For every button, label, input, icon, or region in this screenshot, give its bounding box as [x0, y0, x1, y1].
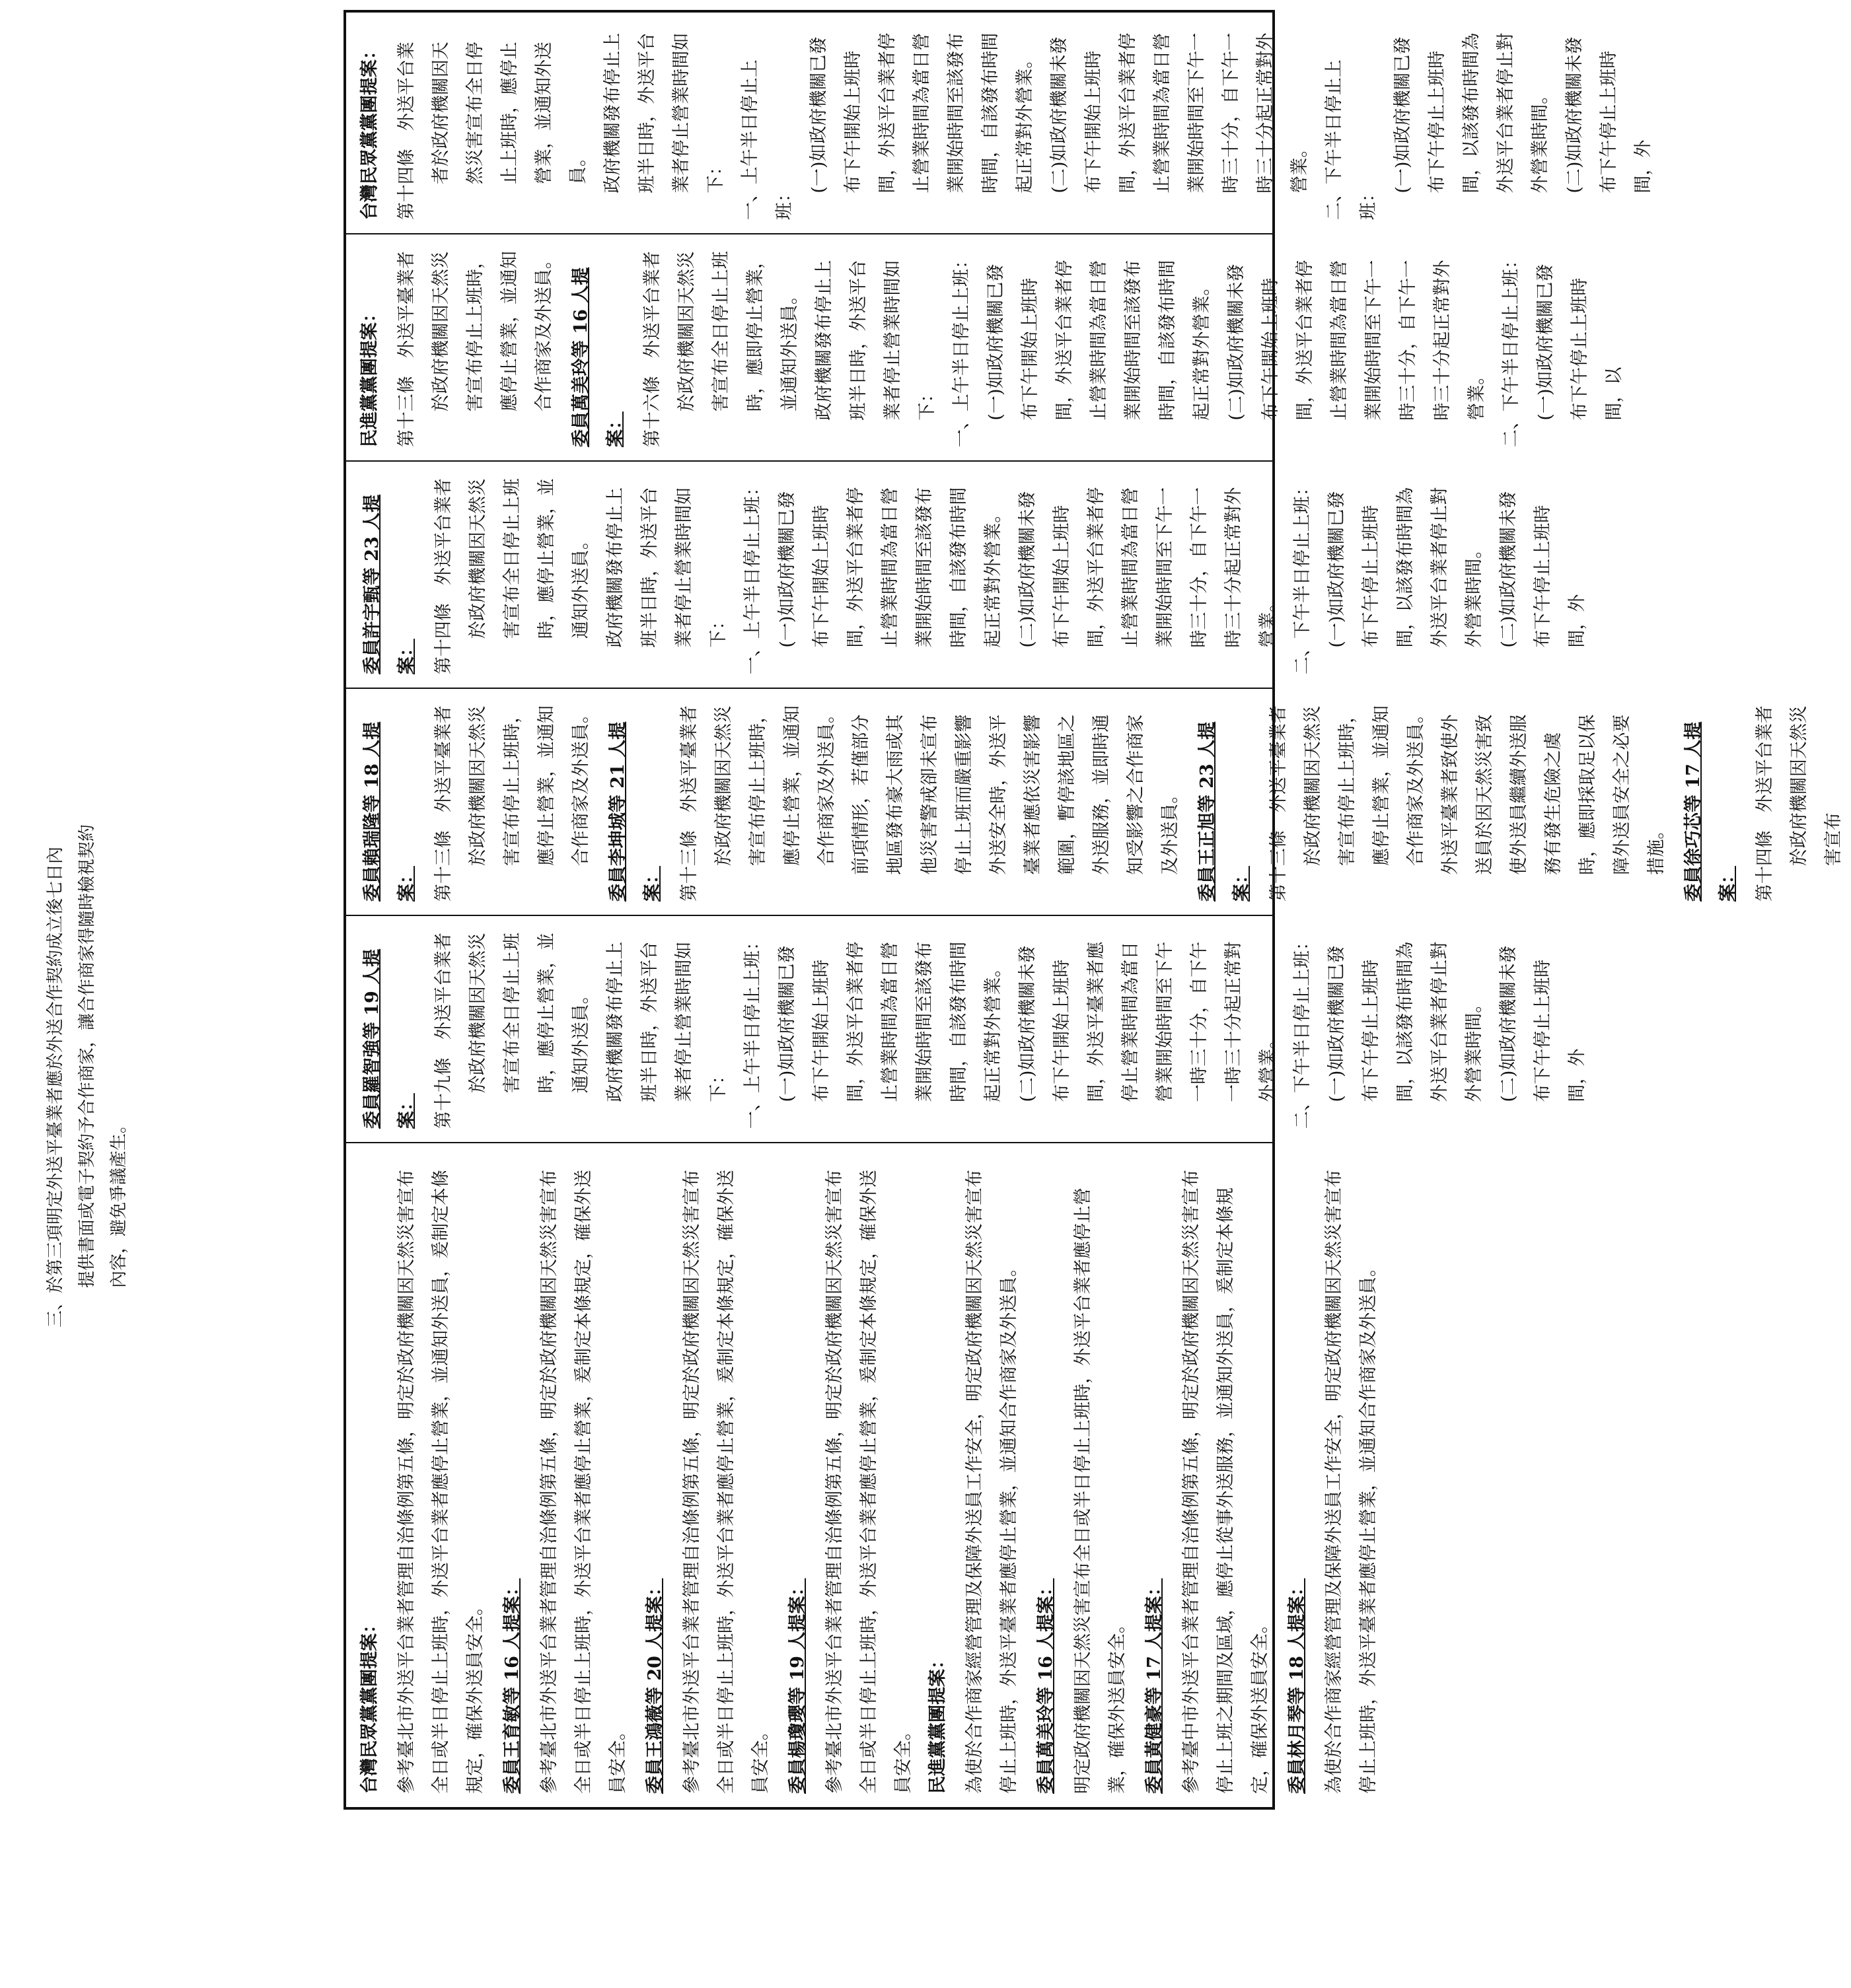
proposer-wan-mei-ling: 委員萬美玲等 16 人提案：	[1036, 1578, 1056, 1794]
proposal-column-a	[346, 915, 1587, 1142]
article-3: 第十三條 外送平臺業者於政府機關因天然災害宣布停止上班時，應停止營業，並通知合作商家及外送員。	[1268, 705, 1426, 902]
subitem-2a: (一)如政府機關已發布下午停止上班時間，以該發布時間為外送平台業者停止對外營業時間。	[1393, 32, 1550, 194]
subitem-1a: (一)如政府機關已發布下午開始上班時間，外送平台業者停止營業時間為當日營業開始時間至該發布時間，自該發布時間起正常對外營業。	[777, 941, 1003, 1102]
explanation-p7: 參考臺中市外送平台業者管理自治條例第五條，明定於政府機關因天然災害宣布停止上班之期間及區域，應停止從事外送服務，並通知外送員，爰制定本條規定，確保外送員安全。	[1181, 1170, 1270, 1794]
explanation-p5: 為使於合作商家經營管理及保障外送員工作安全，明定政府機關因天然災害宣布停止上班時，外送平臺業者應停止營業，並通知合作商家及外送員。	[964, 1170, 1019, 1794]
article-1: 第十三條 外送平臺業者於政府機關因天然災害宣布停止上班時，應停止營業，並通知合作商家及外送員。	[433, 705, 591, 902]
subitem-2b: (二)如政府機關未發布下午停止上班時間，外	[1564, 36, 1653, 194]
article-2: 第十三條 外送平臺業者於政府機關因天然災害宣布停止上班時，應停止營業，並通知合作商家及外送員。	[679, 705, 837, 902]
paragraph-3: 前項情形，若僅部分地區發布豪大雨或其他災害警戒卻未宣布停止上班而嚴重影響外送安全時，外送平臺業者應依災害影響範圍，暫停該地區之外送服務，並即時通知受影響之合作商家及外送員。	[851, 714, 1180, 875]
subitem-2b: (二)如政府機關未發布下午停止上班時間，外	[1498, 945, 1587, 1102]
tpp-caucus-header: 台灣民眾黨黨團提案：	[359, 42, 380, 221]
subitem-2: 二、下午半日停止上班：	[1292, 478, 1313, 675]
subitem-2a: (一)如政府機關已發布下午停止上班時間，以該發布時間為外送平台業者停止對外營業時間。	[1326, 487, 1484, 648]
explanation-p1: 參考臺北市外送平台業者管理自治條例第五條，明定於政府機關因天然災害宣布全日或半日停止上班時，外送平台業者應停止營業，並通知外送員，爰制定本條規定，確保外送員安全。	[396, 1170, 486, 1794]
dpp-caucus-header: 民進黨黨團提案：	[359, 304, 380, 448]
subitem-2: 二、下午半日停止上班：	[1292, 933, 1313, 1129]
explanation-p2: 參考臺北市外送平台業者管理自治條例第五條，明定於政府機關因天然災害宣布全日或半日停止上班時，外送平台業者應停止營業，爰制定本條規定，確保外送員安全。	[539, 1170, 628, 1794]
proposer-lai-jui-lung: 委員賴瑞隆等 18 人提案：	[362, 721, 417, 902]
proposer-lin-yue-chin: 委員林月琴等 18 人提案：	[1287, 1578, 1307, 1794]
tpp-caucus-header: 台灣民眾黨黨團提案：	[359, 1615, 380, 1794]
subitem-1b: (二)如政府機關未發布下午開始上班時間，外送平台業者停止營業時間為當日營業開始時間至下午一時三十分，自下午一時三十分起正常對外營業。	[1226, 260, 1487, 421]
proposer-lo-chih-chiang: 委員羅智強等 19 人提案：	[362, 948, 417, 1129]
subitem-1: 一、上午半日停止上班：	[743, 478, 763, 675]
explanation-p3: 參考臺北市外送平台業者管理自治條例第五條，明定於政府機關因天然災害宣布全日或半日停止上班時，外送平台業者應停止營業，爰制定本條規定，確保外送員安全。	[682, 1170, 771, 1794]
explanation-p4: 參考臺北市外送平台業者管理自治條例第五條，明定於政府機關因天然災害宣布全日或半日停止上班時，外送平台業者應停止營業，爰制定本條規定，確保外送員安全。	[824, 1170, 914, 1794]
article-text: 第十四條 外送平台業者於政府機關因天然災害宣布全日停止上班時，應停止營業，並通知外送員。	[433, 478, 591, 675]
subitem-2a: (一)如政府機關已發布下午停止上班時間，以該發布時間為外送平台業者停止對外營業時間。	[1326, 941, 1484, 1102]
explanation-p6: 明定政府機關因天然災害宣布全日或半日停止上班時，外送平台業者應停止營業，確保外送員安全。	[1073, 1188, 1128, 1794]
subitem-1b: (二)如政府機關未發布下午開始上班時間，外送平臺業者應停止營業時間為當日營業開始時間至下午一時三十分，自下午一時三十分起正常對外營業。	[1017, 941, 1278, 1102]
subitem-2b: (二)如政府機關未發布下午停止上班時間，外	[1498, 491, 1587, 648]
note-line-3: 內容，避免爭議產生。	[109, 1116, 129, 1288]
paragraph-2: 政府機關發布停止上班半日時，外送平台業者停止營業時間如下：	[605, 487, 729, 648]
subitem-1a: (一)如政府機關已發布下午開始上班時間，外送平台業者停止營業時間為當日營業開始時間至該發布時間，自該發布時間起正常對外營業。	[777, 487, 1003, 648]
proposal-column-c	[346, 460, 1587, 688]
explanation-p8: 為使於合作商家經營管理及保障外送員工作安全，明定政府機關因天然災害宣布停止上班時，外送平臺業者應停止營業，並通知合作商家及外送員。	[1324, 1170, 1379, 1794]
paragraph-2: 政府機關發布停止上班半日時，外送平台業者停止營業時間如下：	[605, 941, 729, 1102]
subitem-1a: (一)如政府機關已發布下午開始上班時間，外送平台業者停止營業時間為當日營業開始時間至該發布時間，自該發布時間起正常對外營業。	[986, 260, 1212, 421]
explanation-column	[346, 1142, 1379, 1807]
note-line-1: 三、於第三項明定外送平臺業者應於外送合作契約成立後七日內	[46, 846, 65, 1328]
proposal-column-e	[346, 13, 1653, 233]
subitem-2: 二、下午半日停止上班：	[1501, 251, 1521, 448]
proposer-li-kun-cheng: 委員李坤城等 21 人提案：	[608, 721, 663, 902]
subitem-2a: (一)如政府機關已發布下午停止上班時間，以	[1535, 264, 1624, 421]
proposer-huang-chien-hao: 委員黃健豪等 17 人提案：	[1144, 1578, 1165, 1794]
article-text: 第十三條 外送平臺業者於政府機關因天然災害宣布停止上班時，應停止營業，並通知合作商家及外送員。	[396, 251, 554, 448]
proposer-wang-cheng-hsu: 委員王正旭等 23 人提案：	[1197, 721, 1252, 902]
subitem-1b: (二)如政府機關未發布下午開始上班時間，外送平台業者停止營業時間為當日營業開始時間至下午一時三十分，自下午一時三十分起正常對外營業。	[1049, 32, 1310, 194]
paragraph-2: 政府機關發布停止上班半日時，外送平台業者停止營業時間如下：	[602, 32, 726, 194]
item-three-note	[40, 40, 135, 1328]
proposer-hsu-yu-chen: 委員許宇甄等 23 人提案：	[362, 494, 417, 675]
proposal-column-b	[346, 688, 1844, 915]
proposer-yang-chiung-ying: 委員楊瓊瓔等 19 人提案：	[787, 1578, 808, 1794]
subitem-1a: (一)如政府機關已發布下午開始上班時間，外送平台業者停止營業時間為當日營業開始時間至該發布時間，自該發布時間起正常對外營業。	[809, 32, 1035, 194]
proposal-grid	[346, 13, 1844, 1807]
proposer-wang-yu-min: 委員王育敏等 16 人提案：	[502, 1578, 523, 1794]
proposer-wang-hung-wei: 委員王鴻薇等 20 人提案：	[645, 1578, 665, 1794]
article-2: 第十六條 外送平台業者於政府機關因天然災害宣布全日停止上班時，應即停止營業，並通知外送員。	[642, 251, 800, 448]
comparison-table	[344, 10, 1844, 1810]
article-text: 第十四條 外送平台業者於政府機關因天然災害宣布全日停止上班時，應停止營業，並通知外送員。	[396, 42, 589, 221]
subitem-1b: (二)如政府機關未發布下午開始上班時間，外送平台業者停止營業時間為當日營業開始時間至下午一時三十分，自下午一時三十分起正常對外營業。	[1017, 487, 1278, 648]
subitem-1: 一、上午半日停止上班：	[740, 59, 795, 221]
proposal-column-d	[346, 233, 1624, 460]
paragraph-3: 政府機關發布停止上班半日時，外送平台業者停止營業時間如下：	[814, 260, 937, 421]
proposer-wan-mei-ling: 委員萬美玲等 16 人提案：	[571, 267, 626, 448]
dpp-caucus-header: 民進黨黨團提案：	[927, 1651, 948, 1794]
subitem-2: 二、下午半日停止上班：	[1324, 59, 1379, 221]
article-4: 第十四條 外送平台業者於政府機關因天然災害宣布	[1755, 705, 1844, 902]
subitem-1: 一、上午半日停止上班：	[743, 933, 763, 1129]
proposer-hsu-chiao-hsin: 委員徐巧芯等 17 人提案：	[1683, 721, 1738, 902]
top-section	[0, 0, 344, 1988]
subitem-1: 一、上午半日停止上班：	[951, 251, 972, 448]
paragraph-4: 外送平臺業者致使外送員於因天然災害致使外送員繼續外送服務有發生危險之虞時，應即採取足以保障外送員安全之必要措施。	[1440, 714, 1667, 875]
article-text: 第十九條 外送平台業者於政府機關因天然災害宣布全日停止上班時，應停止營業，並通知外送員。	[433, 933, 591, 1129]
note-line-2: 提供書面或電子契約予合作商家，讓合作商家得隨時檢視契約	[77, 824, 97, 1288]
